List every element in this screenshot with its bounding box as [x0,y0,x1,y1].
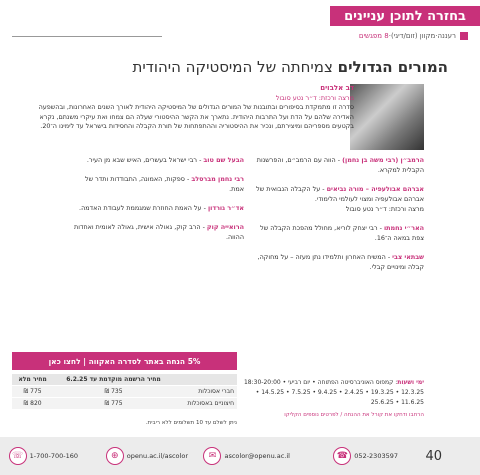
phone-icon: ☎ [333,447,351,465]
footer-email[interactable]: ✉ ascolor@openu.ac.il [203,447,290,465]
section-venue: מקוון (זום/דיגי) [390,32,436,40]
section-header: רעננה · מקוון (זום/דיגי) · 8 מפגשים [150,30,468,42]
footer-website[interactable]: ⊕ openu.ac.il/ascolor [106,447,188,465]
payment-note: ניתן לשלם עד 10 תשלומים ללא ריבית. [145,420,237,426]
lecture-item: האר״י נחמתו - רבי יצחק לוריא, מחולל מהפכת הקבלה של צפת במאה ה־16. [260,224,424,242]
meeting-dates: 12.3.25 • 19.3.25 • 2.4.25 • 9.4.25 • 7.5.25 • 14.5.25 • 11.6.25 • 25.6.25 [255,389,424,406]
page-title [132,58,448,76]
price-table [12,374,237,410]
footer-phone2[interactable]: ☏ 1-700-700-160 [9,447,78,465]
lecturer-name: דב אלבוים [320,84,354,92]
full-price-header: מחיר מלא [12,374,53,386]
lecture-item: הרואייה קוק - הרב קוק, גאולה אישית, גאולה לאומית ואחדות ההווה. [74,223,244,241]
title-bold: המורים הגדולים [337,58,448,76]
section-marker-icon [460,32,468,40]
lecture-item: הבעל שם טוב - רבי ישראל בעשרים, האיש שבא מן העיר. [86,156,244,164]
footer [0,437,480,475]
header-divider [12,36,162,37]
table-row: חיצוניים באסוכלות 775 ₪ 820 ₪ [12,398,237,410]
meeting-text: קמפוס האוניברסיטה הפתוחה • יום רביעי • 18:30-20:00 [243,379,394,386]
meeting-label: ימי ושעות [397,379,424,386]
lecture-item: אברהם אבולעפיה – מורה נביאים - על הקבלה הנבואית של אברהם אבולעפיה ומצוי לעולמי הלימודי. מרצה ורכזת: ד״ר נטע סובול [256,185,424,213]
registration-link[interactable]: הרחבו ודחקו את קורל את ההנחה / לפרטים נוספים הקליקו [284,412,424,418]
section-sessions: 8 מפגשים [358,32,389,40]
lecture-item: רבי נחמן מברסלב - ספקות, האמונה, התבודדות ותדר של אמת. [84,175,244,193]
discount-banner-button[interactable] [12,352,237,370]
table-row: חברי אסוכלות 735 ₪ 775 ₪ [12,386,237,398]
lecture-list-right [254,155,424,281]
title-rest: צמיחתה של המיסטיקה היהודית [132,58,333,76]
lecturer-coordinator: מרצה ורכזת: ד״ר נטע סובול [275,93,354,102]
footer-phone[interactable]: ☎ 052-2303597 [333,447,398,465]
lecture-list-left [74,155,244,251]
discount-banner-label: 5% הנחה באתר לסדרה האקווה | לחצו כאן [48,356,201,366]
lecture-item: שבתאי צבי - המשיח האחרון ותלמידו נתן מעזה – על מחוקה, קבלה ומינויים קבלי. [257,253,424,271]
lecture-item: אד״ר גורדון - על האמת החוזרת שמגממת לעבודת האדמה. [79,204,244,212]
phone-icon: ☏ [9,447,27,465]
early-price-header: מחיר הרשמה מוקדמת עד 6.2.25 [53,374,174,386]
back-to-contents-label: בחזרה לתוכן עניינים [344,8,466,24]
course-description: סדרה זו מתמקדת בסיפורים ובתובנות של המורים הגדולים של המיסטיקה היהודית לאורך השנים האחרונות, ובהשפעה האדירה שלהם על הדת ועל התרבות היהודית. נתארך את הקשר ההיסטורי שעלה הם צמחו ואת עיקרי משנתם, נקרא בקטעים מספריהם ומיצירתם, ונכיר את ההיסטוריה וההתפתחות של תורת הקבלה והחסידות בישראל עד לימינו ה־20. [38,103,354,131]
meeting-info: ימי ושעות: קמפוס האוניברסיטה הפתוחה • יום רביעי • 18:30-20:00 12.3.25 • 19.3.25 • 2.4.25 • 9.4.25 • 7.5.25 • 14.5.25 • 11.6.25 • 25.6.25 [239,378,424,408]
lecture-item: הרמב״ן (רבי משה בן נחמן) - הווה עם הרמב״ם, והפרשנות הקבלית למקרא. [256,156,424,174]
back-to-contents-button[interactable] [330,6,480,26]
email-icon: ✉ [203,447,221,465]
page-number: 40 [425,449,442,464]
globe-icon: ⊕ [106,447,124,465]
lecturer-block [18,84,354,132]
section-category: רעננה [437,32,456,40]
lecturer-photo [350,84,424,150]
